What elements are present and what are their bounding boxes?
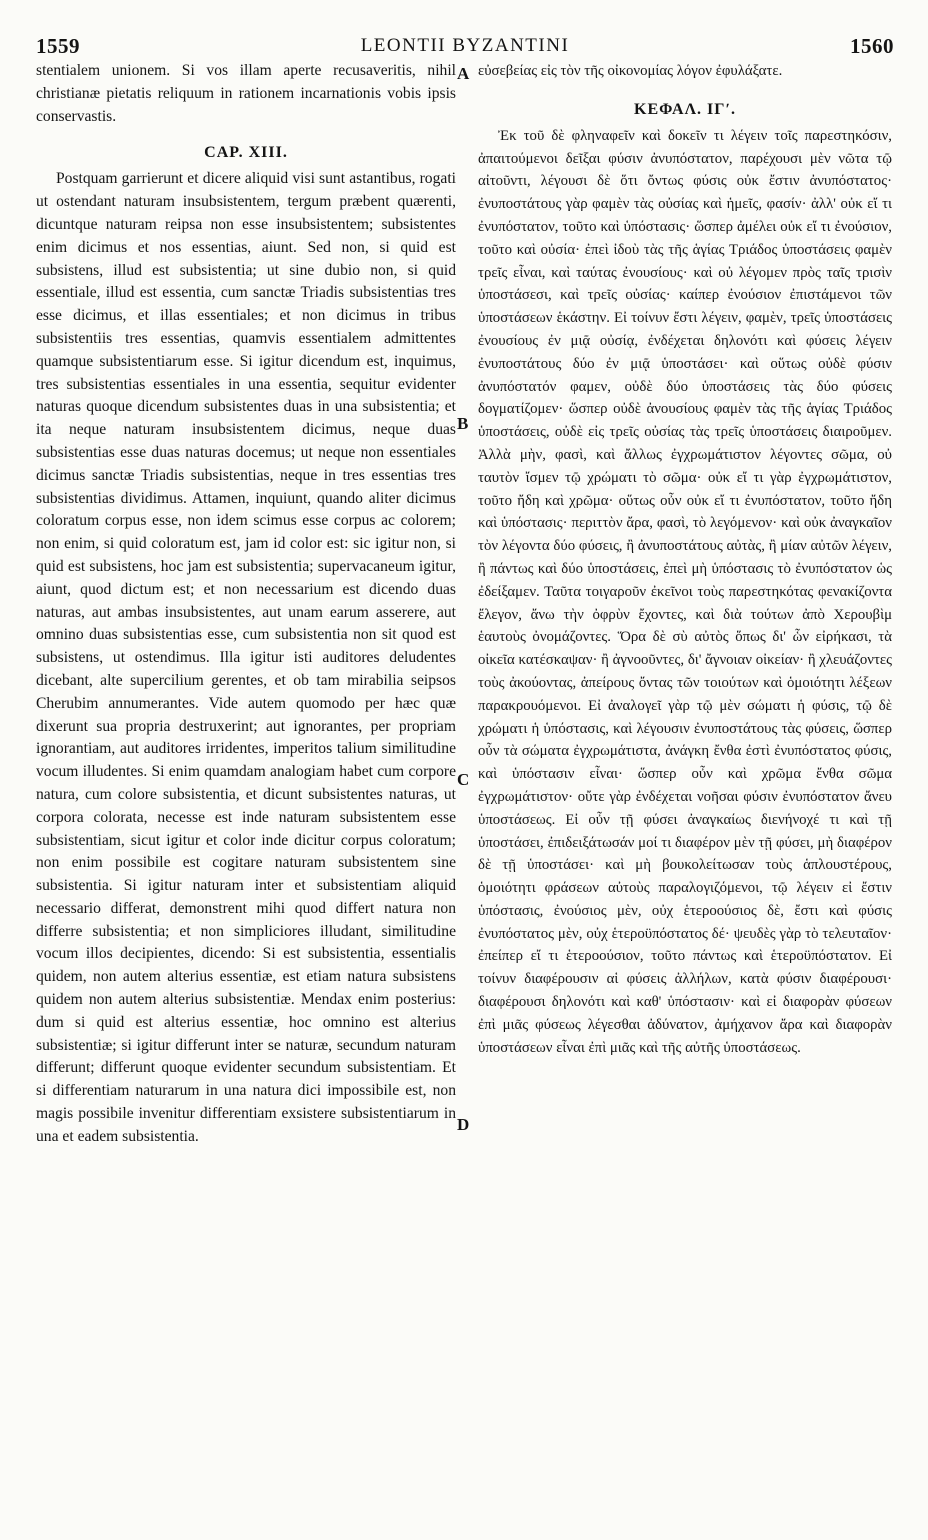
greek-column <box>478 60 892 1059</box>
latin-chapter-heading: CAP. XIII. <box>204 144 288 162</box>
latin-continuation-paragraph: stentialem unionem. Si vos illam aperte recusaveritis, nihil christianæ pietatis reliquum in rationem incarnationis vobis ipsis conservastis. <box>36 62 456 125</box>
running-title: LEONTII BYZANTINI <box>360 35 570 56</box>
page-number-right: 1560 <box>850 34 894 58</box>
margin-marker-d: D <box>457 1115 470 1134</box>
margin-marker-a: A <box>457 64 470 83</box>
greek-body-paragraph: Ἐκ τοῦ δὲ φληναφεῖν καὶ δοκεῖν τι λέγειν τοῖς παρεστηκόσιν, ἀπαιτούμενοι δεῖξαι φύσιν ἀνυπόστατον, παρέχουσι μὲν νῶτα τῷ αἰτοῦντι, λέγουσι δὲ ὅτι ὄντως φύσις οὐκ ἔστιν ἀνυπόστατος· ἐνυποστάτους γὰρ φαμὲν τὰς οὐσίας καὶ ἡμεῖς, φασίν· ἀλλ' οὐκ εἴ τι ἐνυπόστατον, τοῦτο καὶ ὑπόστασις· ὥσπερ ἀμέλει οὐκ εἴ τι ἐνούσιον, τοῦτο καὶ οὐσία· ἐπεὶ ἰδοὺ τὰς τῆς ἁγίας Τριάδος ὑποστάσεις φαμὲν τρεῖς εἶναι, καὶ ταύτας ἐνουσίους· καὶ οὐ λέγομεν πρὸς ταῖς τρισὶν ὑποστάσεσι, καὶ τρεῖς οὐσίας· καίπερ ἐνούσιον ἐπιστάμενοι τῶν ὑποστάσεων ἑκάστην. Εἰ τοίνυν ἔστι λέγειν, φαμὲν, τρεῖς ὑποστάσεις ἐνουσίους ἐν μιᾷ οὐσίᾳ, ἐνδέχεται δηλονότι καὶ φύσεις λέγειν ἐνυποστάτους δύο ἐν μιᾷ ὑποστάσει· καὶ οὕτως οὐδὲ φύσιν ἀνυπόστατόν φαμεν, οὐδὲ δύο ὑποστάσεις τὰς δύο φύσεις δογματίζομεν· ὥσπερ οὐδὲ ἀνουσίους φαμὲν τὰς τῆς ἁγίας Τριάδος ὑποστάσεις, οὐδὲ εἰς τρεῖς οὐσίας τὰς τρεῖς ὑποστάσεις διαιροῦμεν. Ἀλλὰ μὴν, φασὶ, καὶ ἄλλως ἐγχρωμάτιστον λέγοντες σῶμα, οὐ ταυτὸν ἴσμεν τῷ χρώματι τὸ σῶμα· οὐκ εἴ τι γὰρ ἐγχρωμάτιστον, τοῦτο ἤδη καὶ χρῶμα· οὕτως οὖν οὐκ εἴ τι ἐνυπόστατον, τοῦτο ἤδη καὶ ὑπόστασις· περιττὸν ἄρα, φασὶ, τὸ λεγόμενον· καὶ οὐκ ἀναγκαῖον τὸν λέγοντα δύο φύσεις, ἢ ἀνυποστάτους αὐτὰς, ἢ μίαν αὐτῶν λέγειν, ἢ πάντως καὶ δύο ὑποστάσεις, ἐπεὶ μὴ ὑπόστασις τὸ ἐνυπόστατον ὡς ἐδείξαμεν. Ταῦτα τοιγαροῦν ἐκεῖνοι τοὺς παρεστηκότας φενακίζοντα ἔλεγον, ἄνω τὴν ὀφρὺν ἔχοντες, καὶ διὰ τούτων ἀπὸ Χερουβὶμ ἑαυτοὺς ὀνομάζοντες. Ὅρα δὲ σὺ αὐτὸς ὅπως δι' ὧν εἰρήκασι, τὰ οἰκεῖα κατέσκαψαν· ἢ ἀγνοοῦντες, δι' ἄγνοιαν οἰκείαν· ἢ χλευάζοντες τοὺς ἀκούοντας, ἀπείρους ὄντας τῶν τοιούτων καὶ ὁμοιότητι λέξεων παρακρουόμενοι. Εἰ ἀναλογεῖ γὰρ τῷ μὲν σώματι ἡ φύσις, τῷ δὲ χρώματι ἡ ὑπόστασις, καὶ λέγουσιν ἐνυποστάτους τὰς φύσεις, ὥσπερ οὖν τὰ σώματα ἐγχρωμάτιστα, ἀνάγκη ἔνθα ἐστὶ ἐνυπόστατος φύσις, καὶ ὑπόστασιν εἶναι· ὥσπερ οὖν καὶ χρῶμα ἔνθα σῶμα ἐγχρωμάτιστον· οὔτε γὰρ ἐνδέχεται νοῆσαι φύσιν ἐνυπόστατον ἄνευ ὑποστάσεως. Εἰ οὖν τῇ φύσει ἀναγκαίως διενήνοχέ τι καὶ τῇ ὑποστάσει, ἐπιδειξάτωσάν μοί τι διαφέρον μὲν τῇ φύσει, μὴ διαφέρον δὲ τῇ ὑποστάσει· καὶ μὴ βουκολείτωσαν τοὺς ἁπλουστέρους, ὁμοιότητι φράσεων αὐτοὺς παραλογιζόμενοι, τῷ λέγειν εἰ ἔστιν ὑπόστασις, ἐνούσιος μὲν, οὐχ ἑτεροούσιος δὲ, ἔστι καὶ φύσις ἐνυπόστατος μὲν, οὐχ ἑτεροϋπόστατος δέ· ψευδὲς γὰρ τὸ τελευταῖον· ἐπείπερ εἴ τι ἑτεροούσιον, τοῦτο πάντως καὶ ἑτεροϋπόστατον. Εἰ τοίνυν διαφέρουσιν αἱ φύσεις ἀλλήλων, κατὰ φύσιν διαφέρουσι· διαφέρουσι δηλονότι καὶ καθ' ὑπόστασιν· καὶ εἰ διαφορὰν φύσεων ἐπὶ μιᾶς φύσεως λέγεσθαι ἀδύνατον, ἀμήχανον ἄρα καὶ διαφορὰν ὑποστάσεων εἶναι ἐπὶ μιᾶς καὶ τῆς αὐτῆς ὑποστάσεως. <box>478 127 892 1056</box>
page-number-left: 1559 <box>36 34 80 58</box>
margin-marker-c: C <box>457 770 470 789</box>
greek-chapter-heading: ΚΕΦΑΛ. ΙΓʹ. <box>634 100 736 118</box>
greek-continuation-paragraph: εὐσεβείας εἰς τὸν τῆς οἰκονομίας λόγον ἐφυλάξατε. <box>478 63 783 79</box>
latin-body-paragraph: Postquam garrierunt et dicere aliquid visi sunt astantibus, rogati ut ostendant naturam insubsistentem, tergum præbent quærenti, dicuntque naturam reipsa non esse insubsistentem; subsistentes enim dicimus et nos essentias, aiunt. Sed non, si quid est subsistens, illud est subsistentia; ut sine dubio non, si quid essentiale, illud est essentia, cum sanctæ Triadis subsistentias tres esse dicimus, et illas essentiales; et non dicimus in tribus subsistentiis tres essentias, quamvis essentialem admittentes quamque subsistentiarum esse. Si igitur dicendum est, inquimus, tres subsistentias essentiales in una essentia, sequitur evidenter naturas quoque dicendum subsistentes duas in una subsistentia; et ita neque naturam insubsistentem dicimus, neque duas subsistentias esse duas naturas docemus; ut neque non essentiales dicimus sanctæ Triadis subsistentias, neque in tres essentias tres subsistentias dividimus. Attamen, inquiunt, quando aliter dicimus coloratum corpus esse, non idem scimus esse corpus ac colorem; non enim, si quid coloratum est, jam id color est: sic igitur non, si quid est subsistens, hoc jam est subsistentia; supervacaneum igitur, aiunt, quod dictum est; et non necessarium est dicendo duas naturas, aut ambas insubsistentes, aut unam earum asserere, aut omnino duas subsistentias esse, cum subsistentia non sit quod est subsistens, ut ostendimus. Illa igitur isti auditores deludentes dicebant, alte supercilium gerentes, et ob tam mirabilia seipsos Cherubim annumerantes. Vide autem quomodo per hæc quæ dixerunt sua propria destruxerint; aut ignorantes, per propriam ignorantiam, aut auditores irridentes, imperitos talium similitudine vocum illudentes. Si enim quamdam analogiam habet cum corpore natura, cum colore subsistentia, et dicunt subsistentes naturas, ut corpora colorata, necesse est inde naturam subsistentem esse subsistentiam, sicut igitur et color inde dicitur corpus coloratum; non enim possibile est cogitare naturam subsistentem sine subsistentia. Si igitur naturam inter et subsistentiam aliquid necessario differat, demonstrent mihi quod differt natura non differre subsistentia; et non simpliciores illudant, similitudine vocum illos decipientes, dicendo: Si est subsistentia, essentialis quidem, non autem alterius essentiæ, est etiam natura subsistens quidem non autem alterius subsistentiæ. Mendax enim posterius: dum si quid est alterius essentiæ, hoc omnino est alterius subsistentiæ; si igitur differunt inter se naturæ, secundum naturam differunt; differunt quoque evidenter secundum subsistentiam. Et si differentiam naturarum in una natura dici impossibile est, non magis possibile invenitur differentiam exsistere subsistentiarum in una et eadem subsistentia. <box>36 170 456 1145</box>
latin-column <box>36 60 456 1149</box>
margin-marker-b: B <box>457 414 469 433</box>
running-header <box>36 34 894 58</box>
